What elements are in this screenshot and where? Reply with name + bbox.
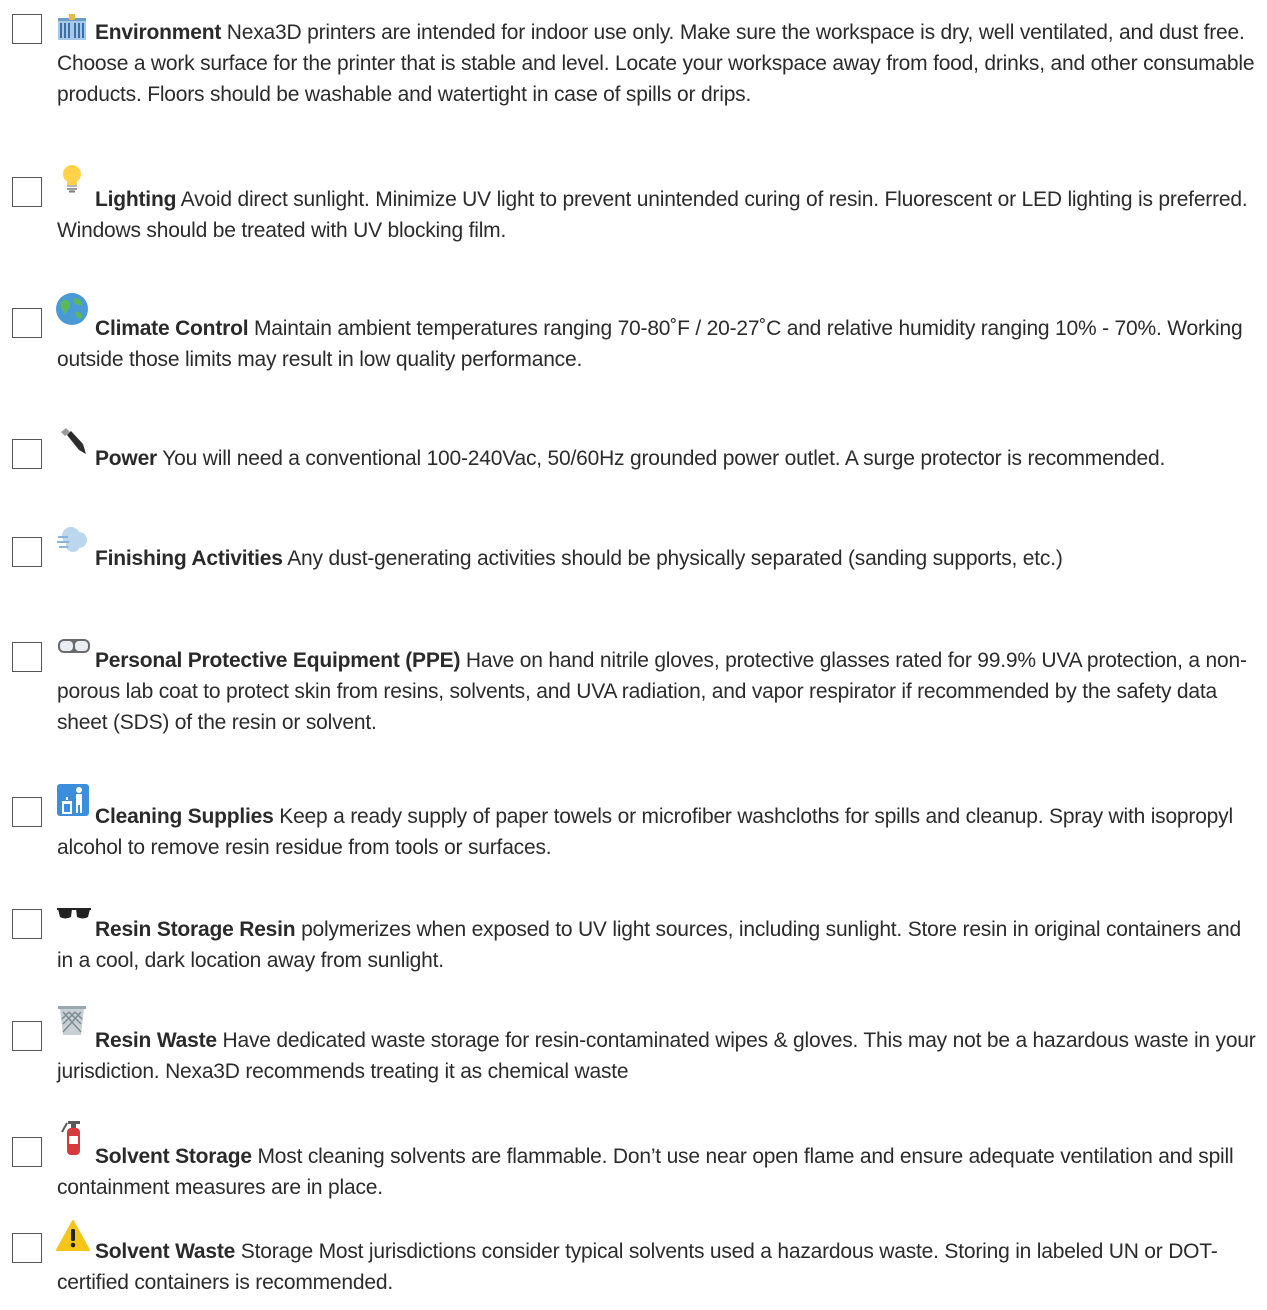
checkbox-power[interactable] [12,439,42,469]
checkbox-solvent-waste[interactable] [12,1233,42,1263]
item-title: Resin Waste [95,1029,217,1052]
checkbox-solvent-storage[interactable] [12,1137,42,1167]
warning-icon [57,1231,87,1261]
item-body: Keep a ready supply of paper towels or microfiber washcloths for spills and cleanup. Spray with isopropyl alcohol to remove resin residue from tools or surfaces. [57,805,1233,859]
item-text [57,1136,1257,1203]
globe-icon [57,308,87,338]
item-title: Cleaning Supplies [95,805,274,828]
checkbox-lighting[interactable] [12,177,42,207]
item-title: Environment [95,21,222,44]
item-body: Storage Most jurisdictions consider typical solvents used a hazardous waste. Storing in labeled UN or DOT-certified containers is recommended. [57,1240,1218,1294]
item-title: Resin Storage Resin [95,918,296,941]
item-title: Lighting [95,188,177,211]
item-title: Personal Protective Equipment (PPE) [95,649,461,672]
item-body: Most cleaning solvents are flammable. Don’t use near open flame and ensure adequate ventilation and spill containment measures are in place. [57,1145,1234,1199]
light-bulb-icon [57,179,87,209]
checkbox-resin-storage[interactable] [12,909,42,939]
checkbox-finishing-activities[interactable] [12,537,42,567]
checkbox-environment[interactable] [12,14,42,44]
item-body: Have on hand nitrile gloves, protective glasses rated for 99.9% UVA protection, a non-porous lab coat to protect skin from resins, solvents, and UVA radiation, and vapor respirator if recommended by the safety data sheet (SDS) of the resin or solvent. [57,649,1247,734]
item-body: Avoid direct sunlight. Minimize UV light to prevent unintended curing of resin. Fluorescent or LED lighting is preferred. Windows should be treated with UV blocking film. [57,188,1248,242]
item-title: Solvent Storage [95,1145,252,1168]
checkbox-cleaning-supplies[interactable] [12,797,42,827]
item-body: Nexa3D printers are intended for indoor use only. Make sure the workspace is dry, well ventilated, and dust free. Choose a work surface for the printer that is stable and level. Locate your workspace away from food, drinks, and other consumable products. Floors should be washable and watertight in case of spills or drips. [57,21,1255,106]
item-text [57,438,1257,474]
item-title: Climate Control [95,317,249,340]
item-text [57,179,1257,246]
goggles-icon [57,640,87,670]
item-title: Solvent Waste [95,1240,236,1263]
dash-wind-icon [57,538,87,568]
item-body: Any dust-generating activities should be physically separated (sanding supports, etc.) [282,547,1063,570]
item-title: Finishing Activities [95,547,283,570]
item-text [57,538,1257,574]
item-body: Maintain ambient temperatures ranging 70-80˚F / 20-27˚C and relative humidity ranging 10% - 70%. Working outside those limits may result in low quality performance. [57,317,1243,371]
sunglasses-icon [57,909,87,939]
office-building-icon [57,12,87,42]
item-body: polymerizes when exposed to UV light sources, including sunlight. Store resin in original containers and in a cool, dark location away from sunlight. [57,918,1241,972]
litter-bin-sign-icon [57,796,87,826]
fire-extinguisher-icon [57,1136,87,1166]
item-text [57,640,1257,738]
item-body: You will need a conventional 100-240Vac, 50/60Hz grounded power outlet. A surge protector is recommended. [157,447,1166,470]
checkbox-ppe[interactable] [12,642,42,672]
item-text [57,909,1257,976]
item-title: Power [95,447,158,470]
electric-plug-icon [57,438,87,468]
item-text [57,12,1257,110]
wastebasket-icon [57,1020,87,1050]
item-text [57,796,1257,863]
item-body: Have dedicated waste storage for resin-contaminated wipes & gloves. This may not be a hazardous waste in your jurisdiction. Nexa3D recommends treating it as chemical waste [57,1029,1256,1083]
checkbox-climate-control[interactable] [12,308,42,338]
item-text [57,1231,1257,1298]
item-text [57,308,1257,375]
item-text [57,1020,1257,1087]
checkbox-resin-waste[interactable] [12,1021,42,1051]
